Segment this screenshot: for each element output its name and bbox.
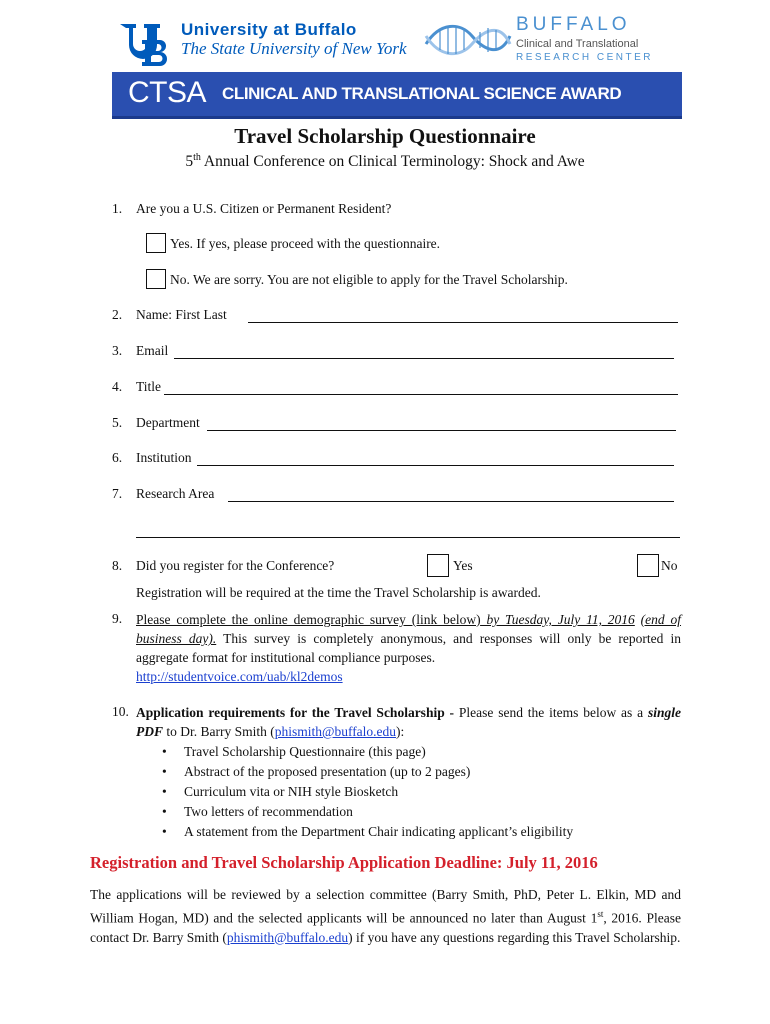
institution-field[interactable] [197,465,674,466]
question-3-text: Email [136,343,169,358]
department-field[interactable] [207,430,676,431]
name-field[interactable] [248,322,678,323]
citizen-yes-label: Yes. If yes, please proceed with the questionnaire. [170,236,441,251]
ctsa-banner-title: CLINICAL AND TRANSLATIONAL SCIENCE AWARD [222,84,622,103]
ctrc-research-center: RESEARCH CENTER [516,52,653,63]
citizen-no-label: No. We are sorry. You are not eligible to apply for the Travel Scholarship. [170,272,568,287]
ctrc-helix-logo-icon [420,14,512,66]
ctrc-name: BUFFALO [516,14,631,35]
question-6-text: Institution [136,450,192,465]
question-9-num: 9. [112,611,123,626]
survey-link[interactable]: http://studentvoice.com/uab/kl2demos [136,669,343,684]
closing-email-link[interactable]: phismith@buffalo.edu [226,929,349,945]
question-8-text: Did you register for the Conference? [136,558,335,573]
page-title: Travel Scholarship Questionnaire [234,124,536,148]
list-item: • Abstract of the proposed presentation (up to 2 pages) [160,762,573,782]
list-item: • Two letters of recommendation [160,802,573,822]
question-9-text: Please complete the online demographic survey (link below) by Tuesday, July 11, 2016 (end of business day). This survey is completely anonymous, and responses will only be reported in aggregate format for institutional compliance purposes. http://studentvoice.com/uab/kl2demos [136,612,682,684]
registered-yes-label: Yes [453,558,473,573]
question-7-text: Research Area [136,486,215,501]
question-4-text: Title [136,379,162,394]
requirements-list [160,742,573,842]
page-subtitle: 5th Annual Conference on Clinical Terminology: Shock and Awe [185,152,585,171]
registered-no-label: No [661,558,678,573]
citizen-yes-checkbox[interactable] [146,233,166,253]
research-area-field[interactable] [228,501,674,502]
title-field[interactable] [164,394,678,395]
deadline-heading: Registration and Travel Scholarship Application Deadline: July 11, 2016 [90,853,598,872]
contact-email-link[interactable]: phismith@buffalo.edu [274,724,397,739]
research-area-field-line-2[interactable] [136,537,680,538]
registered-no-checkbox[interactable] [637,554,659,577]
ub-tagline: The State University of New York [181,39,407,58]
ub-name: University at Buffalo [181,20,357,39]
list-item: • A statement from the Department Chair indicating applicant’s eligibility [160,822,573,842]
registered-yes-checkbox[interactable] [427,554,449,577]
list-item: • Travel Scholarship Questionnaire (this page) [160,742,573,762]
ub-logo-icon [118,20,174,66]
ctsa-acronym: CTSA [128,76,207,109]
citizen-no-checkbox[interactable] [146,269,166,289]
closing-paragraph: The applications will be reviewed by a selection committee (Barry Smith, PhD, Peter L. Elkin, MD and William Hogan, MD) and the selected applicants will be announced no later than August 1st, 2016. Please contact Dr. Barry Smith (phismith@buffalo.edu) if you have any questions regarding this Travel Scholarship. [90,887,681,945]
question-5-text: Department [136,415,200,430]
list-item: • Curriculum vita or NIH style Biosketch [160,782,573,802]
question-10-text: Application requirements for the Travel Scholarship - Please send the items below as a single PDF to Dr. Barry Smith (phismith@buffalo.edu): [136,705,681,739]
question-10-num: 10. [112,704,129,719]
email-field[interactable] [174,358,674,359]
question-1-text: Are you a U.S. Citizen or Permanent Resident? [136,201,392,216]
question-2-text: Name: First Last [136,307,227,322]
registration-note: Registration will be required at the time the Travel Scholarship is awarded. [136,585,541,600]
ctrc-subtitle: Clinical and Translational [516,38,639,50]
